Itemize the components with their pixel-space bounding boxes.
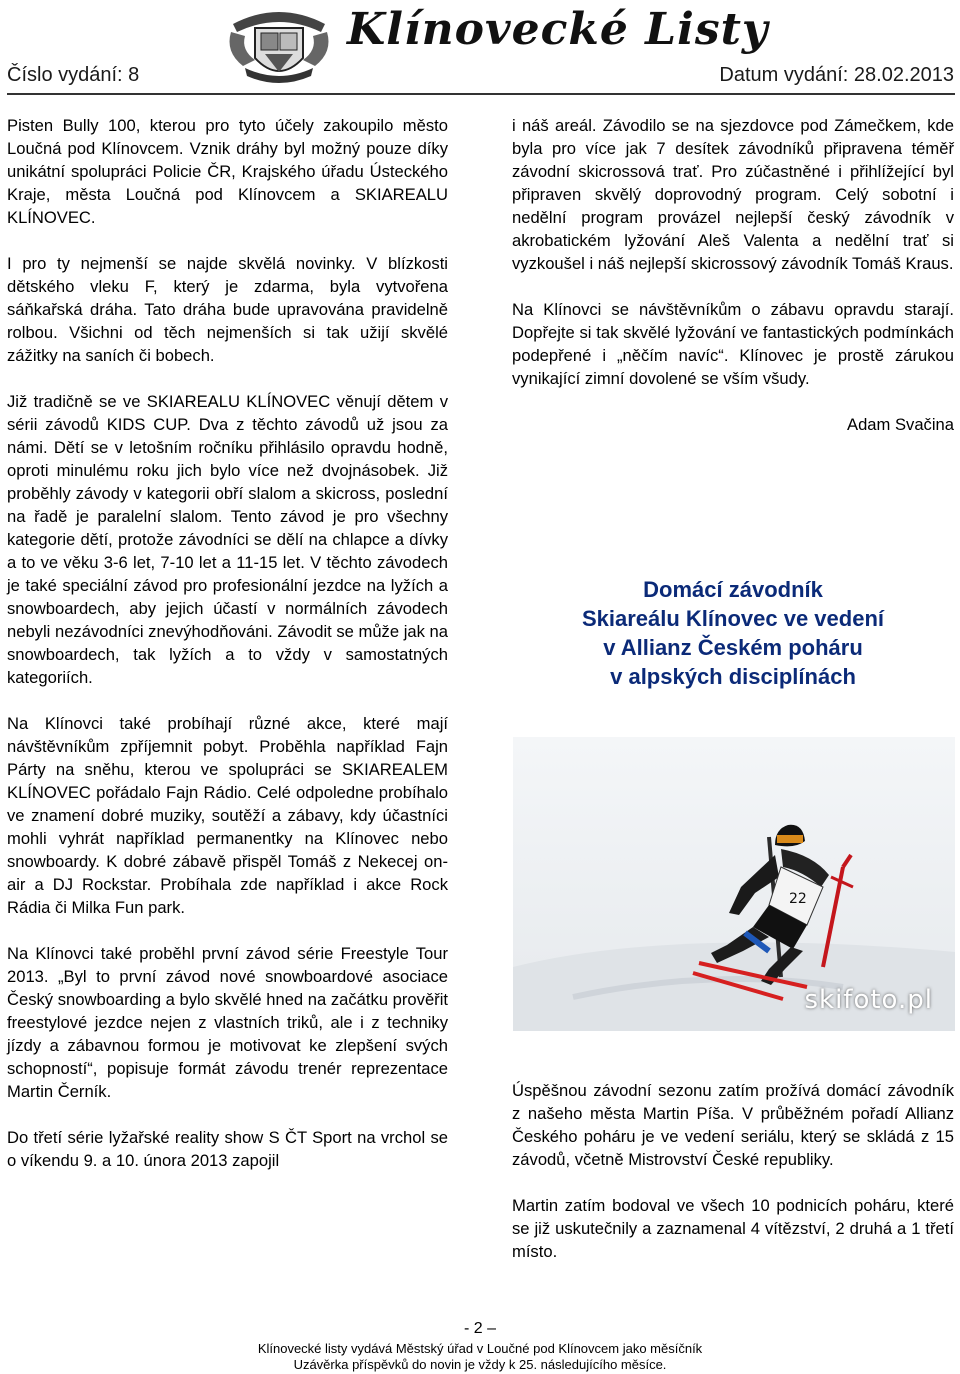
- paragraph: I pro ty nejmenší se najde skvělá novinky. V blízkosti dětského vleku F, který je zdarma, byla vytvořena sáňkařská dráha. Tato dráha bude upravována pravidelně rolbou. Všichni od těch nejmenších si tak užijí skvělé zážitky na saních či bobech.: [7, 254, 448, 365]
- paragraph: Martin zatím bodoval ve všech 10 podnicích poháru, které se již uskutečnily a zaznamenal 4 vítězství, 2 druhá a 1 třetí místo.: [512, 1196, 954, 1261]
- paragraph: Na Klínovci také probíhají různé akce, které mají návštěvníkům zpříjemnit pobyt. Proběhla například Fajn Párty na sněhu, kterou ve spolupráci se SKIAREALEM KLÍNOVEC pořádalo Fajn Rádio. Celé odpoledne probíhalo ve znamení dobré muziky, soutěží a zábavy, kdy účastníci mohli vyhrát například permanentky na Klínovec nebo snowboardy. K dobré zábavě přispěl Tomáš z Nekecej on-air a DJ Rockstar. Probíhala zde například i akce Rock Rádia či Milka Fun park.: [7, 714, 448, 917]
- article-headline: [512, 575, 954, 691]
- issue-date: Datum vydání: 28.02.2013: [719, 64, 954, 86]
- issue-number: Číslo vydání: 8: [7, 64, 140, 86]
- paragraph: Již tradičně se ve SKIAREALU KLÍNOVEC věnují dětem v sérii závodů KIDS CUP. Dva z těchto závodů už jsou za námi. Dětí se v letošním ročníku přihlásilo opravdu hodně, oproti minulému roku jich bylo více než dvojnásobek. Již proběhly závody v kategorii obří slalom a skicross, poslední na řadě je paralelní slalom. Tento závod je pro všechny kategorie dětí, protože závodníci se dělí na chlapce a dívky a to ve věku 3-6 let, 7-10 let a 11-15 let. V těchto závodech je také speciální závod pro profesionální jezdce na lyžích a snowboardech, aby jejich účastí v normálních závodech nebyli nezávodníci znevýhodňováni. Závodit se může jak na snowboardech, tak lyžích a to vždy v samostatných kategoriích.: [7, 392, 448, 687]
- masthead-title: Klínovecké Listy: [347, 4, 769, 55]
- page-header: [0, 0, 960, 92]
- photo-watermark: skifoto.pl: [804, 985, 933, 1015]
- right-column: [512, 114, 954, 459]
- paragraph: Pisten Bully 100, kterou pro tyto účely zakoupilo město Loučná pod Klínovcem. Vznik dráhy byl možný pouze díky unikátní spolupráci Policie ČR, Krajského úřadu Ústeckého Kraje, města Loučná pod Klínovcem a SKIAREALU KLÍNOVEC.: [7, 116, 448, 227]
- paragraph: Úspěšnou závodní sezonu zatím prožívá domácí závodník z našeho města Martin Píša. V průběžném pořadí Allianz Českého poháru je ve vedení seriálu, který se skládá z 15 závodů, včetně Mistrovství České republiky.: [512, 1081, 954, 1169]
- right-column-lower: [512, 1079, 954, 1286]
- town-crest-icon: [225, 2, 333, 84]
- paragraph: Na Klínovci také proběhl první závod série Freestyle Tour 2013. „Byl to první závod nové snowboardové asociace Český snowboarding a bylo skvělé hned na začátku prověřit freestylové jezdce nejen z vlastních triků, ale i z techniky jízdy a zábavnou formou je motivovat ke zlepšení svých schopností“, popisuje formát závodu trenér reprezentace Martin Černík.: [7, 944, 448, 1101]
- paragraph: Do třetí série lyžařské reality show S ČT Sport na vrchol se o víkendu 9. a 10. února 2013 zapojil: [7, 1128, 448, 1170]
- paragraph: i náš areál. Závodilo se na sjezdovce pod Zámečkem, kde byla pro více jak 7 desítek závodníků připravena téměř závodní skicrossová trať. Pro zúčastněné i přihlížející byl připraven skvělý doprovodný program. Celý sobotní i nedělní program provázel nejlepší český závodník v akrobatickém lyžování Aleš Valenta a nedělní trať si vyzkoušel i náš nejlepší skicrossový závodník Tomáš Kraus.: [512, 116, 954, 273]
- page-number: - 2 –: [463, 1320, 496, 1337]
- left-column: [7, 114, 448, 1195]
- author-signature: Adam Svačina: [847, 415, 954, 434]
- footer-publisher-line: Klínovecké listy vydává Městský úřad v Loučné pod Klínovcem jako měsíčník: [257, 1341, 703, 1356]
- headline-line: Domácí závodník: [643, 577, 823, 602]
- skier-photo: [513, 737, 955, 1031]
- headline-line: v Allianz Českém poháru: [603, 635, 863, 660]
- footer-deadline-line: Uzávěrka příspěvků do novin je vždy k 25. následujícího měsíce.: [293, 1357, 667, 1372]
- header-divider: [7, 93, 955, 95]
- paragraph: Na Klínovci se návštěvníkům o zábavu opravdu starají. Dopřejte si tak skvělé lyžování ve fantastických podmínkách podepřené i „něčím navíc“. Klínovec je prostě zárukou vynikající zimní dovolené se vším všudy.: [512, 300, 954, 388]
- headline-line: Skiareálu Klínovec ve vedení: [581, 606, 885, 631]
- bib-number: 22: [789, 891, 807, 907]
- headline-line: v alpských disciplínách: [610, 664, 856, 689]
